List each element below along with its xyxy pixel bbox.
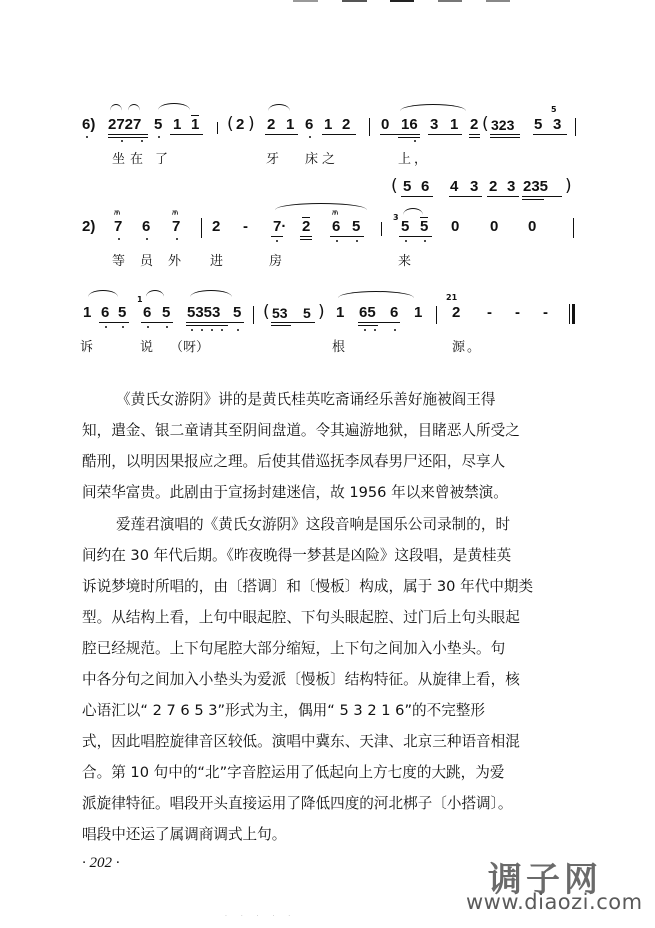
text-line: 知，遣金、银二童请其至阴间盘道。令其遍游地狱，目睹恶人所受之	[82, 422, 520, 439]
note: 2	[452, 304, 461, 321]
note: 6)	[82, 116, 96, 133]
underline	[533, 134, 567, 135]
underline	[401, 196, 433, 197]
watermark-logo-text: 调子网	[488, 860, 602, 900]
text-line: 间约在 30 年代后期。《昨夜晚得一梦甚是凶险》这段唱，是黄桂英	[82, 547, 512, 564]
text-line: 心语汇以“ 2 7 6 5 3”形式为主，偶用“ 5 3 2 1 6”的不完整形	[82, 702, 485, 719]
bar-line	[369, 118, 370, 136]
lyric: 源	[452, 340, 466, 355]
watermark-url: www.diaozi.com	[466, 890, 643, 914]
low-octave-dot	[374, 329, 376, 331]
low-octave-dot	[356, 240, 358, 242]
grace-note: 3	[393, 213, 399, 222]
low-octave-dot	[309, 136, 311, 138]
note: 6	[101, 304, 110, 321]
note-group: 323	[491, 117, 515, 133]
underline	[170, 134, 203, 135]
final-barline-thick	[572, 304, 575, 324]
edge-mark	[438, 0, 462, 2]
low-octave-dot	[201, 329, 203, 331]
lyric: （呀）	[170, 340, 210, 355]
low-octave-dot	[424, 240, 426, 242]
lyric: 之	[322, 152, 336, 167]
bar-line	[436, 306, 437, 324]
rest: 0	[528, 218, 537, 235]
low-octave-dot	[158, 136, 160, 138]
note: 5	[233, 304, 242, 321]
low-octave-dot	[414, 140, 416, 142]
lyric: 根	[332, 340, 346, 355]
grace-note: 1	[137, 295, 143, 304]
bar-line	[201, 218, 202, 238]
paren: (	[227, 114, 234, 134]
note-group: 2727	[108, 116, 142, 133]
text-line: 爱莲君演唱的《黄氏女游阴》这段音响是国乐公司录制的，时	[116, 516, 511, 533]
underline	[271, 322, 315, 323]
grace-note: 21	[446, 293, 458, 302]
slur	[190, 290, 232, 297]
note: 6	[390, 304, 399, 321]
low-octave-dot	[221, 329, 223, 331]
note: 7	[172, 218, 181, 235]
paren: )	[248, 114, 255, 134]
paren: (	[482, 114, 489, 134]
underline	[330, 236, 364, 237]
lyric: 了	[155, 152, 169, 167]
note: 1	[414, 304, 423, 321]
paren: (	[391, 176, 398, 196]
lyric: 说	[140, 340, 154, 355]
paren: )	[565, 176, 572, 196]
note: 5	[162, 304, 171, 321]
text-line: 中各分句之间加入小垫头为爱派〔慢板〕结构特征。从旋律上看，核	[82, 671, 520, 688]
bar-line	[573, 218, 574, 238]
note: 4	[450, 178, 459, 195]
paren: (	[263, 302, 270, 322]
paragraph-2	[82, 509, 558, 850]
note: 3	[507, 178, 516, 195]
lyric: 员	[140, 254, 154, 269]
slur	[275, 203, 367, 210]
bar-line	[253, 306, 254, 324]
lyric: 等	[112, 254, 126, 269]
underline	[490, 137, 520, 138]
low-octave-dot	[121, 140, 123, 142]
lyric: 。	[467, 340, 481, 355]
high-octave-mark	[420, 217, 428, 218]
low-octave-dot	[276, 240, 278, 242]
note: 3	[553, 116, 562, 133]
lyric: ，	[414, 152, 428, 167]
high-octave-mark	[302, 217, 310, 218]
note: 5	[352, 218, 361, 235]
underline	[522, 199, 544, 200]
paren: )	[318, 302, 325, 322]
note-group: 235	[523, 178, 549, 195]
grace-note: 5	[551, 105, 557, 114]
note: 1	[324, 116, 333, 133]
text-line: 合。第 10 句中的“北”字音腔运用了低起向上方七度的大跳，为爱	[82, 764, 505, 781]
underline	[487, 196, 519, 197]
paragraph-1	[82, 384, 558, 508]
note: 1	[336, 304, 345, 321]
note: 5	[303, 305, 311, 321]
slur	[110, 104, 122, 111]
slur	[128, 104, 140, 111]
note-group: 65	[359, 304, 376, 321]
note: 6	[305, 116, 314, 133]
low-octave-dot	[166, 326, 168, 328]
note: 6	[142, 218, 151, 235]
sustain-dash: -	[543, 304, 548, 321]
note: 2	[267, 116, 276, 133]
underline	[271, 325, 291, 326]
lyric: 进	[210, 254, 224, 269]
bar-line	[381, 222, 382, 236]
low-octave-dot	[364, 329, 366, 331]
lyric: 坐	[112, 152, 126, 167]
note: 6	[143, 304, 152, 321]
note: 1	[191, 116, 200, 133]
lyric: 床	[305, 152, 319, 167]
low-octave-dot	[191, 329, 193, 331]
text-line: 酷刑，以明因果报应之理。后使其借巡抚李凤春男尸还阳，尽享人	[82, 453, 506, 470]
score-line-1	[0, 98, 655, 168]
slur	[400, 104, 466, 111]
note: 1	[173, 116, 182, 133]
text-line: 式，因此唱腔旋律音区较低。演唱中冀东、天津、北京三种语音相混	[82, 733, 520, 750]
lyric: 上	[398, 152, 412, 167]
note: 2	[470, 116, 479, 133]
low-octave-dot	[105, 326, 107, 328]
underline	[99, 322, 129, 323]
lyric: 外	[168, 254, 182, 269]
underline	[398, 137, 420, 138]
note: 1	[450, 116, 459, 133]
underline	[428, 134, 462, 135]
note: 5	[534, 116, 543, 133]
underline	[522, 196, 562, 197]
low-octave-dot	[405, 240, 407, 242]
low-octave-dot	[176, 238, 178, 240]
note: 3	[470, 178, 479, 195]
note: 2	[212, 218, 221, 235]
lyric: 来	[398, 254, 412, 269]
note: 2)	[82, 218, 96, 235]
slur	[158, 103, 190, 110]
low-octave-dot	[141, 140, 143, 142]
underline	[186, 325, 228, 326]
note: 6	[421, 178, 430, 195]
slur	[88, 290, 118, 297]
underline	[265, 134, 298, 135]
note-dotted: 7·	[273, 218, 287, 235]
note: 5	[420, 218, 429, 235]
underline	[186, 322, 244, 323]
low-octave-dot	[237, 329, 239, 331]
slur	[403, 208, 423, 215]
final-barline-thin	[569, 304, 570, 324]
text-line: 唱段中还运了属调商调式上句。	[82, 826, 287, 843]
note-group: 5353	[187, 304, 221, 321]
ornament-mark: ﾊﾊ	[332, 209, 337, 217]
ornament-mark: ﾊﾊ	[114, 209, 119, 217]
underline	[108, 134, 148, 135]
lyric: 诉	[80, 340, 94, 355]
scan-artifact: · · · · ·	[225, 913, 297, 920]
score-line-3	[0, 286, 655, 356]
underline	[358, 325, 378, 326]
top-edge-marks	[0, 0, 655, 4]
edge-mark	[486, 0, 510, 2]
note: 1	[286, 116, 295, 133]
low-octave-dot	[122, 326, 124, 328]
ornament-mark: ﾊﾊ	[172, 209, 177, 217]
slur	[268, 104, 290, 111]
underline	[449, 196, 482, 197]
note: 2	[302, 218, 311, 235]
bar-line	[217, 122, 218, 134]
text-line: 派旋律特征。唱段开头直接运用了降低四度的河北梆子〔小搭调〕。	[82, 795, 513, 812]
underline	[358, 322, 400, 323]
note: 2	[236, 116, 245, 133]
underline	[399, 236, 432, 237]
note: 3	[430, 116, 439, 133]
note: 5	[118, 304, 127, 321]
note: 2	[489, 178, 498, 195]
bar-line	[575, 118, 576, 136]
text-line: 腔已经规范。上下句尾腔大部分缩短，上下句之间加入小垫头。句	[82, 640, 506, 657]
underline	[490, 134, 520, 135]
text-line: 间荣华富贵。此剧由于宣扬封建迷信，故 1956 年以来曾被禁演。	[82, 484, 508, 501]
low-octave-dot	[336, 240, 338, 242]
rest: 0	[490, 218, 499, 235]
note: 6	[332, 218, 341, 235]
sustain-dash: -	[243, 218, 248, 235]
underline	[300, 236, 312, 237]
sustain-dash: -	[487, 304, 492, 321]
low-octave-dot	[394, 329, 396, 331]
underline	[300, 239, 312, 240]
text-line: 型。从结构上看，上句中眼起腔、下句头眼起腔、过门后上句头眼起	[82, 609, 520, 626]
note: 0	[381, 116, 390, 133]
edge-mark	[342, 0, 367, 2]
edge-mark	[293, 0, 318, 2]
score-line-2	[0, 170, 655, 270]
note: 7	[114, 218, 123, 235]
note-group: 53	[272, 305, 288, 321]
slur	[146, 290, 164, 297]
lyric: 牙	[266, 152, 280, 167]
underline	[271, 236, 283, 237]
underline	[322, 134, 356, 135]
text-line: 《黄氏女游阴》讲的是黄氏桂英吃斋诵经乐善好施被阎王得	[116, 391, 496, 408]
underline	[469, 137, 480, 138]
sustain-dash: -	[515, 304, 520, 321]
edge-mark	[390, 0, 414, 2]
text-line: 诉说梦境时所唱的，由〔搭调〕和〔慢板〕构成，属于 30 年代中期类	[82, 578, 534, 595]
underline	[141, 322, 173, 323]
underline	[469, 134, 480, 135]
page-number: · 202 ·	[82, 855, 120, 871]
slur	[338, 291, 414, 298]
low-octave-dot	[146, 238, 148, 240]
note-group: 16	[401, 116, 418, 133]
note: 2	[342, 116, 351, 133]
low-octave-dot	[147, 326, 149, 328]
lyric: 在	[130, 152, 144, 167]
note: 5	[401, 218, 410, 235]
note: 5	[403, 178, 412, 195]
underline	[380, 134, 420, 135]
note: 5	[154, 116, 163, 133]
low-octave-dot	[211, 329, 213, 331]
low-octave-dot	[86, 136, 88, 138]
low-octave-dot	[118, 238, 120, 240]
note: 1	[83, 304, 92, 321]
rest: 0	[451, 218, 460, 235]
lyric: 房	[269, 254, 283, 269]
underline	[108, 137, 148, 138]
high-octave-mark	[191, 115, 199, 116]
